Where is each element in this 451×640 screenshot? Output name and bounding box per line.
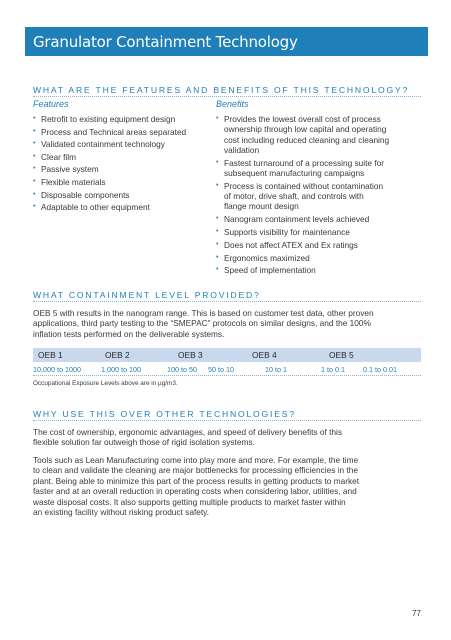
features-column-title: Features — [33, 99, 69, 109]
oeb-value-cell: 0.1 to 0.01 — [363, 365, 397, 374]
benefit-item: • Ergonomics maximized — [216, 253, 421, 263]
features-list — [33, 114, 213, 212]
oeb-header-cell: OEB 3 — [178, 350, 203, 360]
oeb-value-cell: 50 to 10 — [208, 365, 234, 374]
benefit-item: • Nanogram containment levels achieved — [216, 214, 421, 224]
oeb-value-cell: 10 to 1 — [265, 365, 287, 374]
benefit-item: • Supports visibility for maintenance — [216, 227, 421, 237]
containment-level-heading: WHAT CONTAINMENT LEVEL PROVIDED? — [33, 290, 261, 300]
benefit-item: • Provides the lowest overall cost of process ownership through low capital and operating cost including reduced cleaning and cleaning validation — [216, 114, 421, 155]
features-benefits-heading: WHAT ARE THE FEATURES AND BENEFITS OF THIS TECHNOLOGY? — [33, 85, 410, 95]
feature-item: • Retrofit to existing equipment design — [33, 114, 213, 124]
benefits-column-title: Benefits — [216, 99, 249, 109]
feature-item: • Disposable components — [33, 190, 213, 200]
oeb-value-cell: 10,000 to 1000 — [33, 365, 81, 374]
why-paragraph-1: The cost of ownership, ergonomic advantages, and speed of delivery benefits of this flexible solution far outweigh those of rigid isolation systems. — [33, 427, 343, 448]
feature-item: • Process and Technical areas separated — [33, 127, 213, 137]
oeb-table-row — [33, 362, 421, 376]
oeb-value-cell: 100 to 50 — [167, 365, 197, 374]
feature-item: • Clear film — [33, 152, 213, 162]
oeb-value-cell: 1 to 0.1 — [321, 365, 345, 374]
oeb-header-cell: OEB 1 — [38, 350, 63, 360]
feature-item: • Passive system — [33, 164, 213, 174]
oeb-header-cell: OEB 2 — [105, 350, 130, 360]
oeb-header-cell: OEB 5 — [329, 350, 354, 360]
section-divider — [33, 96, 421, 97]
title-banner — [25, 27, 428, 56]
benefit-item: • Process is contained without contamination of motor, drive shaft, and controls with flange mount design — [216, 181, 421, 212]
section-divider — [33, 301, 421, 302]
oeb-value-cell: 1,000 to 100 — [101, 365, 141, 374]
oeb-table-header — [33, 348, 421, 362]
why-paragraph-2: Tools such as Lean Manufacturing come into play more and more. For example, the time to clean and validate the cleaning are major bottlenecks for processing efficiencies in the plant. Being able to minimize this part of the process results in getting products to market faster and at an overall reduction in operating costs when considering labor, utilities, and waste disposal costs. It also supports getting multiple products to market faster within an existing facility without risking product safety. — [33, 455, 360, 518]
benefit-item: • Speed of implementation — [216, 265, 421, 275]
benefit-item: • Fastest turnaround of a processing suite for subsequent manufacturing campaigns — [216, 158, 421, 179]
why-use-heading: WHY USE THIS OVER OTHER TECHNOLOGIES? — [33, 409, 296, 419]
feature-item: • Flexible materials — [33, 177, 213, 187]
oeb-header-cell: OEB 4 — [252, 350, 277, 360]
benefit-item: • Does not affect ATEX and Ex ratings — [216, 240, 421, 250]
exposure-levels-note: Occupational Exposure Levels above are in µg/m3. — [33, 380, 178, 387]
page-number: 77 — [412, 609, 421, 618]
containment-paragraph: OEB 5 with results in the nanogram range. This is based on customer test data, other proven applications, third party testing to the “SMEPAC” protocols on similar designs, and the 100% inflation tests performed on the deliverable systems. — [33, 308, 374, 339]
page-title: Granulator Containment Technology — [33, 33, 298, 51]
feature-item: • Validated containment technology — [33, 139, 213, 149]
benefits-list — [216, 114, 421, 276]
feature-item: • Adaptable to other equipment — [33, 202, 213, 212]
section-divider — [33, 420, 421, 421]
